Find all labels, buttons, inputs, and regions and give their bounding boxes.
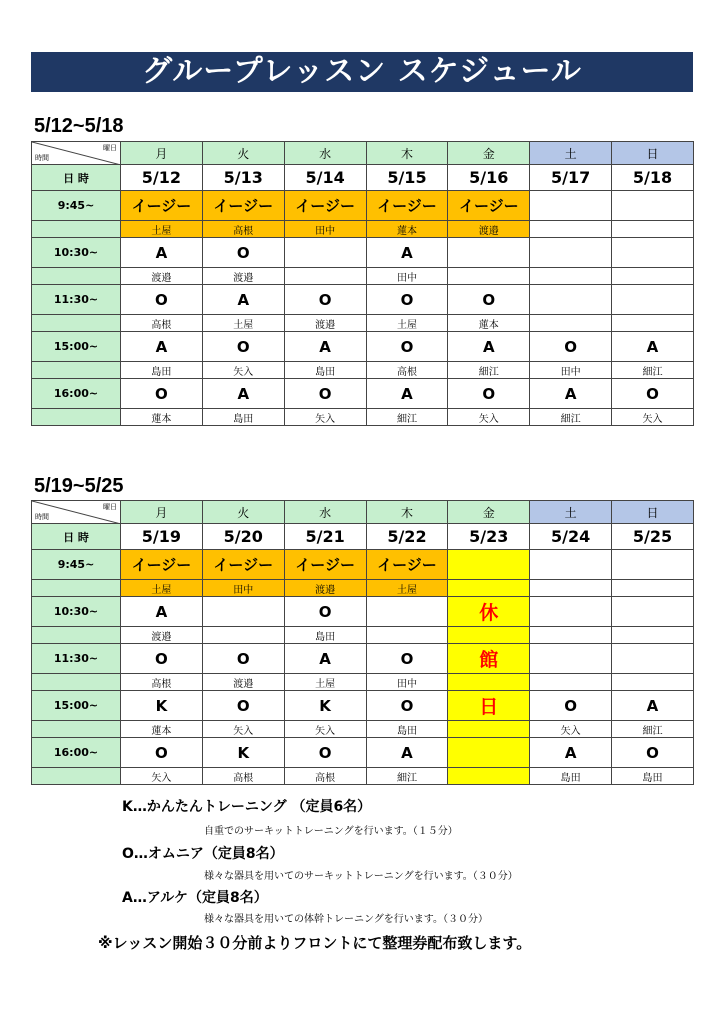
weekday-header: 火 (202, 501, 284, 524)
weekday-header: 日 (612, 501, 694, 524)
time-slot-label: 15:00~ (32, 332, 121, 362)
time-slot-spacer (32, 627, 121, 644)
instructor-cell: 土屋 (284, 674, 366, 691)
instructor-row (32, 315, 694, 332)
class-cell: A (366, 379, 448, 409)
week-label-1: 5/12~5/18 (34, 115, 124, 137)
instructor-cell (612, 580, 694, 597)
date-row (32, 165, 694, 191)
corner-cell (32, 142, 121, 165)
class-cell: O (121, 379, 203, 409)
instructor-cell: 島田 (284, 627, 366, 644)
class-row (32, 379, 694, 409)
instructor-cell (448, 674, 530, 691)
date-cell: 5/24 (530, 524, 612, 550)
class-cell: A (202, 285, 284, 315)
instructor-cell: 土屋 (121, 221, 203, 238)
class-cell: K (121, 691, 203, 721)
date-cell: 5/18 (612, 165, 694, 191)
instructor-cell (448, 768, 530, 785)
instructor-cell (202, 627, 284, 644)
class-row (32, 644, 694, 674)
instructor-cell: 矢入 (530, 721, 612, 738)
page-title: グループレッスン スケジュール (31, 52, 693, 92)
instructor-cell: 渡邉 (284, 315, 366, 332)
instructor-cell: 田中 (366, 674, 448, 691)
instructor-cell: 高根 (366, 362, 448, 379)
class-cell: O (202, 332, 284, 362)
weekday-header: 月 (121, 142, 203, 165)
class-cell (530, 285, 612, 315)
schedule-table-week-2 (31, 500, 694, 785)
class-cell: O (366, 691, 448, 721)
instructor-cell: 蓮本 (448, 315, 530, 332)
instructor-cell: 細江 (612, 362, 694, 379)
weekday-header: 金 (448, 501, 530, 524)
legend-a-title: A…アルケ（定員8名） (122, 890, 268, 906)
instructor-cell: 高根 (121, 674, 203, 691)
class-cell: A (202, 379, 284, 409)
class-cell-easy: イージー (448, 191, 530, 221)
class-cell-easy: イージー (202, 550, 284, 580)
class-cell-easy: イージー (121, 191, 203, 221)
class-row (32, 597, 694, 627)
legend-o-title: O…オムニア（定員8名） (122, 846, 284, 862)
class-cell: O (366, 644, 448, 674)
instructor-cell (612, 315, 694, 332)
date-cell: 5/20 (202, 524, 284, 550)
instructor-cell: 高根 (284, 768, 366, 785)
ticket-note: ※レッスン開始３０分前よりフロントにて整理券配布致します。 (98, 934, 532, 952)
class-cell: O (612, 379, 694, 409)
instructor-cell: 矢入 (284, 409, 366, 426)
instructor-cell: 土屋 (366, 580, 448, 597)
corner-weekday-label: 曜日 (103, 144, 117, 152)
weekday-header: 火 (202, 142, 284, 165)
instructor-cell: 高根 (202, 768, 284, 785)
instructor-cell: 島田 (202, 409, 284, 426)
class-cell: O (202, 238, 284, 268)
instructor-row (32, 768, 694, 785)
legend-k-title: K…かんたんトレーニング （定員6名） (122, 799, 372, 815)
time-slot-label: 11:30~ (32, 285, 121, 315)
datetime-label: 日 時 (32, 524, 121, 550)
instructor-cell: 島田 (366, 721, 448, 738)
date-cell: 5/21 (284, 524, 366, 550)
instructor-cell: 島田 (530, 768, 612, 785)
time-slot-spacer (32, 721, 121, 738)
class-cell: O (202, 691, 284, 721)
class-cell: O (284, 285, 366, 315)
corner-time-label: 時間 (35, 513, 49, 521)
class-cell: O (121, 738, 203, 768)
instructor-cell: 土屋 (121, 580, 203, 597)
date-cell: 5/23 (448, 524, 530, 550)
weekday-header: 月 (121, 501, 203, 524)
instructor-cell: 渡邉 (202, 268, 284, 285)
instructor-cell (530, 221, 612, 238)
closed-day-char: 休 (448, 597, 530, 627)
class-cell (284, 238, 366, 268)
date-row (32, 524, 694, 550)
class-cell: O (530, 691, 612, 721)
class-cell: A (284, 332, 366, 362)
instructor-cell (448, 627, 530, 644)
closed-day-char: 館 (448, 644, 530, 674)
instructor-cell (530, 627, 612, 644)
class-cell: A (366, 238, 448, 268)
time-slot-spacer (32, 268, 121, 285)
class-cell: A (448, 332, 530, 362)
legend-a-desc: 様々な器具を用いての体幹トレーニングを行います。（３０分） (204, 914, 488, 925)
instructor-cell: 細江 (530, 409, 612, 426)
class-cell: O (121, 644, 203, 674)
instructor-cell (530, 315, 612, 332)
instructor-cell: 細江 (612, 721, 694, 738)
time-slot-spacer (32, 221, 121, 238)
instructor-cell (530, 268, 612, 285)
instructor-cell (530, 674, 612, 691)
instructor-row (32, 721, 694, 738)
instructor-cell: 島田 (121, 362, 203, 379)
date-cell: 5/22 (366, 524, 448, 550)
instructor-cell: 渡邉 (284, 580, 366, 597)
instructor-row (32, 409, 694, 426)
weekday-header: 水 (284, 501, 366, 524)
weekday-header: 木 (366, 501, 448, 524)
legend-o-desc: 様々な器具を用いてのサーキットトレーニングを行います。（３０分） (204, 871, 518, 882)
class-row (32, 691, 694, 721)
date-cell: 5/17 (530, 165, 612, 191)
class-row (32, 332, 694, 362)
instructor-cell: 矢入 (202, 721, 284, 738)
date-cell: 5/13 (202, 165, 284, 191)
class-cell: O (366, 332, 448, 362)
instructor-cell: 田中 (202, 580, 284, 597)
instructor-cell: 矢入 (121, 768, 203, 785)
instructor-row (32, 674, 694, 691)
time-slot-label: 9:45~ (32, 550, 121, 580)
class-cell: O (284, 738, 366, 768)
day-header-row (32, 501, 694, 524)
instructor-cell: 細江 (366, 409, 448, 426)
instructor-cell (448, 721, 530, 738)
instructor-cell: 矢入 (284, 721, 366, 738)
instructor-cell (612, 221, 694, 238)
instructor-cell: 田中 (366, 268, 448, 285)
date-cell: 5/25 (612, 524, 694, 550)
instructor-cell: 田中 (284, 221, 366, 238)
instructor-cell (366, 627, 448, 644)
class-cell: A (612, 332, 694, 362)
weekday-header: 土 (530, 142, 612, 165)
time-slot-spacer (32, 768, 121, 785)
class-cell-easy: イージー (284, 191, 366, 221)
instructor-cell: 蓮本 (366, 221, 448, 238)
class-cell (530, 550, 612, 580)
closed-day-char: 日 (448, 691, 530, 721)
time-slot-label: 16:00~ (32, 738, 121, 768)
time-slot-label: 10:30~ (32, 238, 121, 268)
class-cell: O (284, 597, 366, 627)
class-cell (612, 597, 694, 627)
instructor-cell: 矢入 (448, 409, 530, 426)
class-cell: O (121, 285, 203, 315)
instructor-cell (612, 627, 694, 644)
time-slot-spacer (32, 362, 121, 379)
date-cell: 5/14 (284, 165, 366, 191)
class-cell: A (121, 332, 203, 362)
instructor-cell: 渡邉 (121, 627, 203, 644)
class-cell-easy: イージー (366, 550, 448, 580)
class-cell: O (448, 285, 530, 315)
class-cell: A (121, 238, 203, 268)
date-cell: 5/16 (448, 165, 530, 191)
class-cell: A (612, 691, 694, 721)
date-cell: 5/15 (366, 165, 448, 191)
class-cell (202, 597, 284, 627)
time-slot-label: 11:30~ (32, 644, 121, 674)
class-row (32, 285, 694, 315)
weekday-header: 水 (284, 142, 366, 165)
instructor-cell: 細江 (448, 362, 530, 379)
instructor-cell (612, 268, 694, 285)
class-row (32, 191, 694, 221)
class-row (32, 238, 694, 268)
instructor-cell (530, 580, 612, 597)
class-cell-easy: イージー (284, 550, 366, 580)
corner-weekday-label: 曜日 (103, 503, 117, 511)
class-row (32, 738, 694, 768)
time-slot-spacer (32, 580, 121, 597)
date-cell: 5/19 (121, 524, 203, 550)
class-cell (366, 597, 448, 627)
instructor-cell: 細江 (366, 768, 448, 785)
class-cell (530, 191, 612, 221)
instructor-cell (448, 580, 530, 597)
class-cell (530, 644, 612, 674)
weekday-header: 日 (612, 142, 694, 165)
class-cell: O (448, 379, 530, 409)
weekday-header: 金 (448, 142, 530, 165)
instructor-cell: 矢入 (202, 362, 284, 379)
instructor-cell: 矢入 (612, 409, 694, 426)
class-cell (612, 644, 694, 674)
legend-k-desc: 自重でのサーキットトレーニングを行います。（１５分） (204, 826, 458, 837)
class-cell-easy: イージー (366, 191, 448, 221)
day-header-row (32, 142, 694, 165)
date-cell: 5/12 (121, 165, 203, 191)
instructor-row (32, 362, 694, 379)
instructor-cell: 渡邉 (202, 674, 284, 691)
weekday-header: 木 (366, 142, 448, 165)
time-slot-label: 10:30~ (32, 597, 121, 627)
instructor-cell: 島田 (284, 362, 366, 379)
class-cell-easy: イージー (202, 191, 284, 221)
class-row (32, 550, 694, 580)
time-slot-label: 16:00~ (32, 379, 121, 409)
class-cell: K (202, 738, 284, 768)
instructor-cell: 田中 (530, 362, 612, 379)
class-cell (530, 238, 612, 268)
corner-cell (32, 501, 121, 524)
corner-time-label: 時間 (35, 154, 49, 162)
class-cell: O (284, 379, 366, 409)
instructor-row (32, 580, 694, 597)
instructor-cell: 高根 (202, 221, 284, 238)
instructor-cell: 島田 (612, 768, 694, 785)
weekday-header: 土 (530, 501, 612, 524)
class-cell (612, 285, 694, 315)
instructor-cell: 高根 (121, 315, 203, 332)
instructor-cell (448, 268, 530, 285)
instructor-cell (284, 268, 366, 285)
instructor-cell: 土屋 (202, 315, 284, 332)
class-cell (612, 238, 694, 268)
instructor-row (32, 627, 694, 644)
class-cell (530, 597, 612, 627)
class-cell: A (530, 379, 612, 409)
instructor-row (32, 268, 694, 285)
class-cell: A (366, 738, 448, 768)
schedule-table-week-1 (31, 141, 694, 426)
class-cell: A (530, 738, 612, 768)
instructor-cell: 蓮本 (121, 409, 203, 426)
class-cell: O (612, 738, 694, 768)
class-cell (448, 238, 530, 268)
class-cell: K (284, 691, 366, 721)
class-cell (612, 191, 694, 221)
week-label-2: 5/19~5/25 (34, 475, 124, 497)
class-cell: O (202, 644, 284, 674)
class-cell (448, 738, 530, 768)
instructor-cell: 渡邉 (121, 268, 203, 285)
class-cell-easy: イージー (121, 550, 203, 580)
instructor-cell: 土屋 (366, 315, 448, 332)
time-slot-label: 15:00~ (32, 691, 121, 721)
time-slot-spacer (32, 315, 121, 332)
class-cell: A (284, 644, 366, 674)
instructor-cell (612, 674, 694, 691)
instructor-row (32, 221, 694, 238)
time-slot-spacer (32, 409, 121, 426)
class-cell: A (121, 597, 203, 627)
instructor-cell: 渡邉 (448, 221, 530, 238)
class-cell (448, 550, 530, 580)
instructor-cell: 蓮本 (121, 721, 203, 738)
time-slot-spacer (32, 674, 121, 691)
time-slot-label: 9:45~ (32, 191, 121, 221)
datetime-label: 日 時 (32, 165, 121, 191)
class-cell (612, 550, 694, 580)
class-cell: O (530, 332, 612, 362)
class-cell: O (366, 285, 448, 315)
